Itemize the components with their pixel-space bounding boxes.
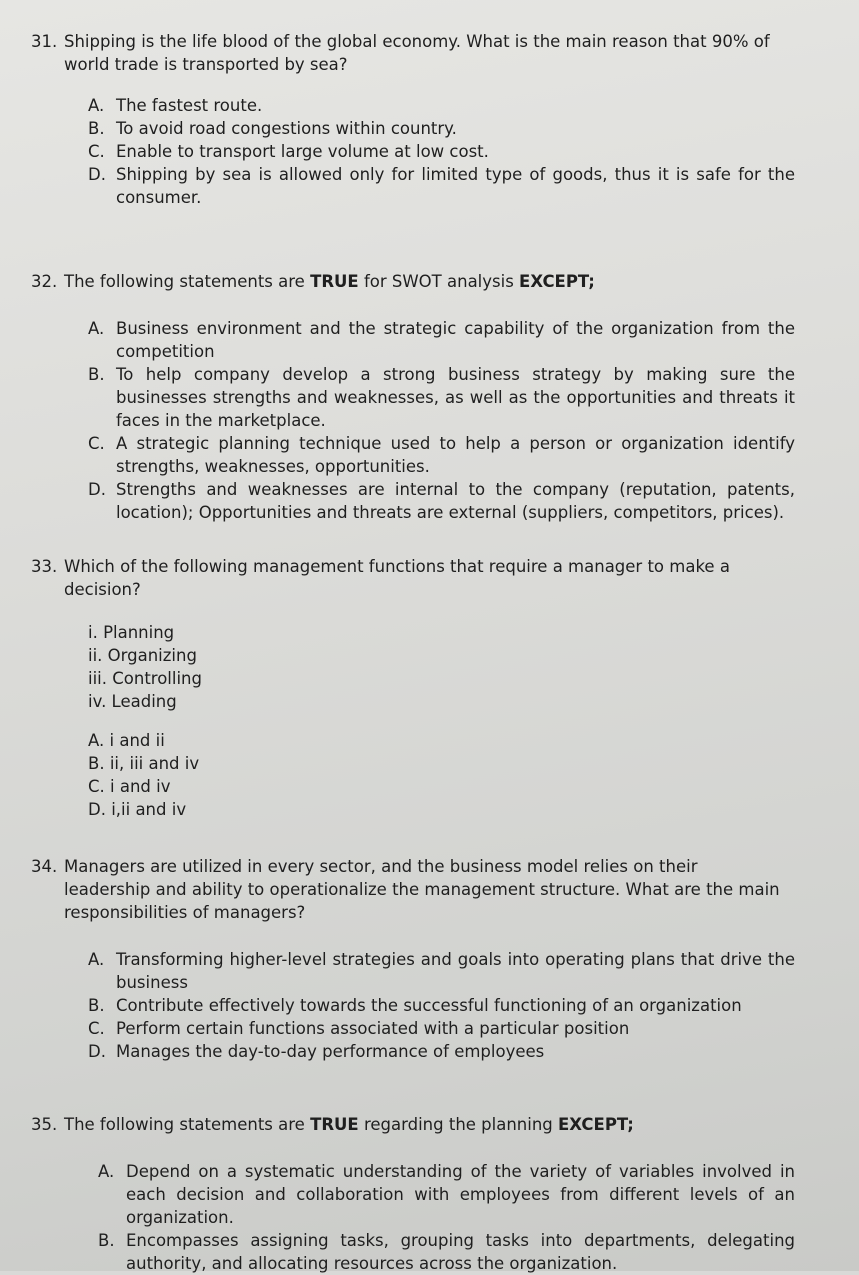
question-34: [0, 855, 859, 1063]
function-item: iv. Leading: [88, 692, 177, 711]
question-number: 31.: [31, 32, 58, 51]
option-a[interactable]: A. Transforming higher-level strategies and goals into operating plans that drive the business: [88, 950, 795, 992]
function-item: i. Planning: [88, 623, 175, 642]
option-c[interactable]: C. i and iv: [88, 777, 171, 796]
option-c[interactable]: C. Perform certain functions associated with a particular position: [88, 1019, 630, 1038]
question-number: 33.: [31, 557, 58, 576]
question-33: [0, 555, 859, 821]
question-stem: [0, 555, 859, 601]
question-stem: 32. The following statements are TRUE for SWOT analysis EXCEPT;: [31, 272, 595, 291]
question-35: [0, 1113, 859, 1275]
question-stem: 35. The following statements are TRUE regarding the planning EXCEPT;: [31, 1115, 634, 1134]
function-items: [0, 621, 859, 713]
option-d[interactable]: D. Shipping by sea is allowed only for limited type of goods, thus it is safe for the consumer.: [88, 165, 795, 207]
option-d[interactable]: D. Strengths and weaknesses are internal to the company (reputation, patents, location); Opportunities and threats are external (suppliers, competitors, prices).: [88, 480, 795, 522]
question-stem: [0, 30, 859, 76]
option-b[interactable]: B. Contribute effectively towards the successful functioning of an organization: [88, 996, 742, 1015]
options-list: [0, 729, 859, 821]
question-number: 35.: [31, 1115, 58, 1134]
option-a[interactable]: A. i and ii: [88, 731, 165, 750]
options-list: [0, 317, 859, 524]
options-list: [0, 948, 859, 1063]
question-32: [0, 270, 859, 524]
function-item: iii. Controlling: [88, 669, 202, 688]
option-c[interactable]: C. A strategic planning technique used to help a person or organization identify strengths, weaknesses, opportunities.: [88, 434, 795, 476]
question-text: Shipping is the life blood of the global economy. What is the main reason that 90% of world trade is transported by sea?: [64, 32, 770, 74]
option-b[interactable]: B. Encompasses assigning tasks, grouping tasks into departments, delegating authority, and allocating resources across the organization.: [98, 1231, 795, 1273]
question-text: Managers are utilized in every sector, and the business model relies on their leadership and ability to operationalize the management structure. What are the main responsibilities of managers?: [64, 857, 780, 922]
question-number: 34.: [31, 857, 58, 876]
question-31: [0, 30, 859, 209]
option-a[interactable]: A. Business environment and the strategic capability of the organization from the competition: [88, 319, 795, 361]
question-number: 32.: [31, 272, 58, 291]
option-a[interactable]: A. Depend on a systematic understanding of the variety of variables involved in each decision and collaboration with employees from different levels of an organization.: [98, 1162, 795, 1227]
option-b[interactable]: B. To avoid road congestions within country.: [88, 119, 457, 138]
option-a[interactable]: A. The fastest route.: [88, 96, 263, 115]
options-list: [0, 94, 859, 209]
function-item: ii. Organizing: [88, 646, 197, 665]
options-list: [0, 1160, 859, 1275]
option-d[interactable]: D. Manages the day-to-day performance of employees: [88, 1042, 545, 1061]
question-text: Which of the following management functions that require a manager to make a decision?: [64, 557, 730, 599]
option-c[interactable]: C. Enable to transport large volume at low cost.: [88, 142, 489, 161]
option-d[interactable]: D. i,ii and iv: [88, 800, 187, 819]
option-b[interactable]: B. To help company develop a strong business strategy by making sure the businesses strengths and weaknesses, as well as the opportunities and threats it faces in the marketplace.: [88, 365, 795, 430]
question-stem: [0, 855, 859, 924]
option-b[interactable]: B. ii, iii and iv: [88, 754, 200, 773]
